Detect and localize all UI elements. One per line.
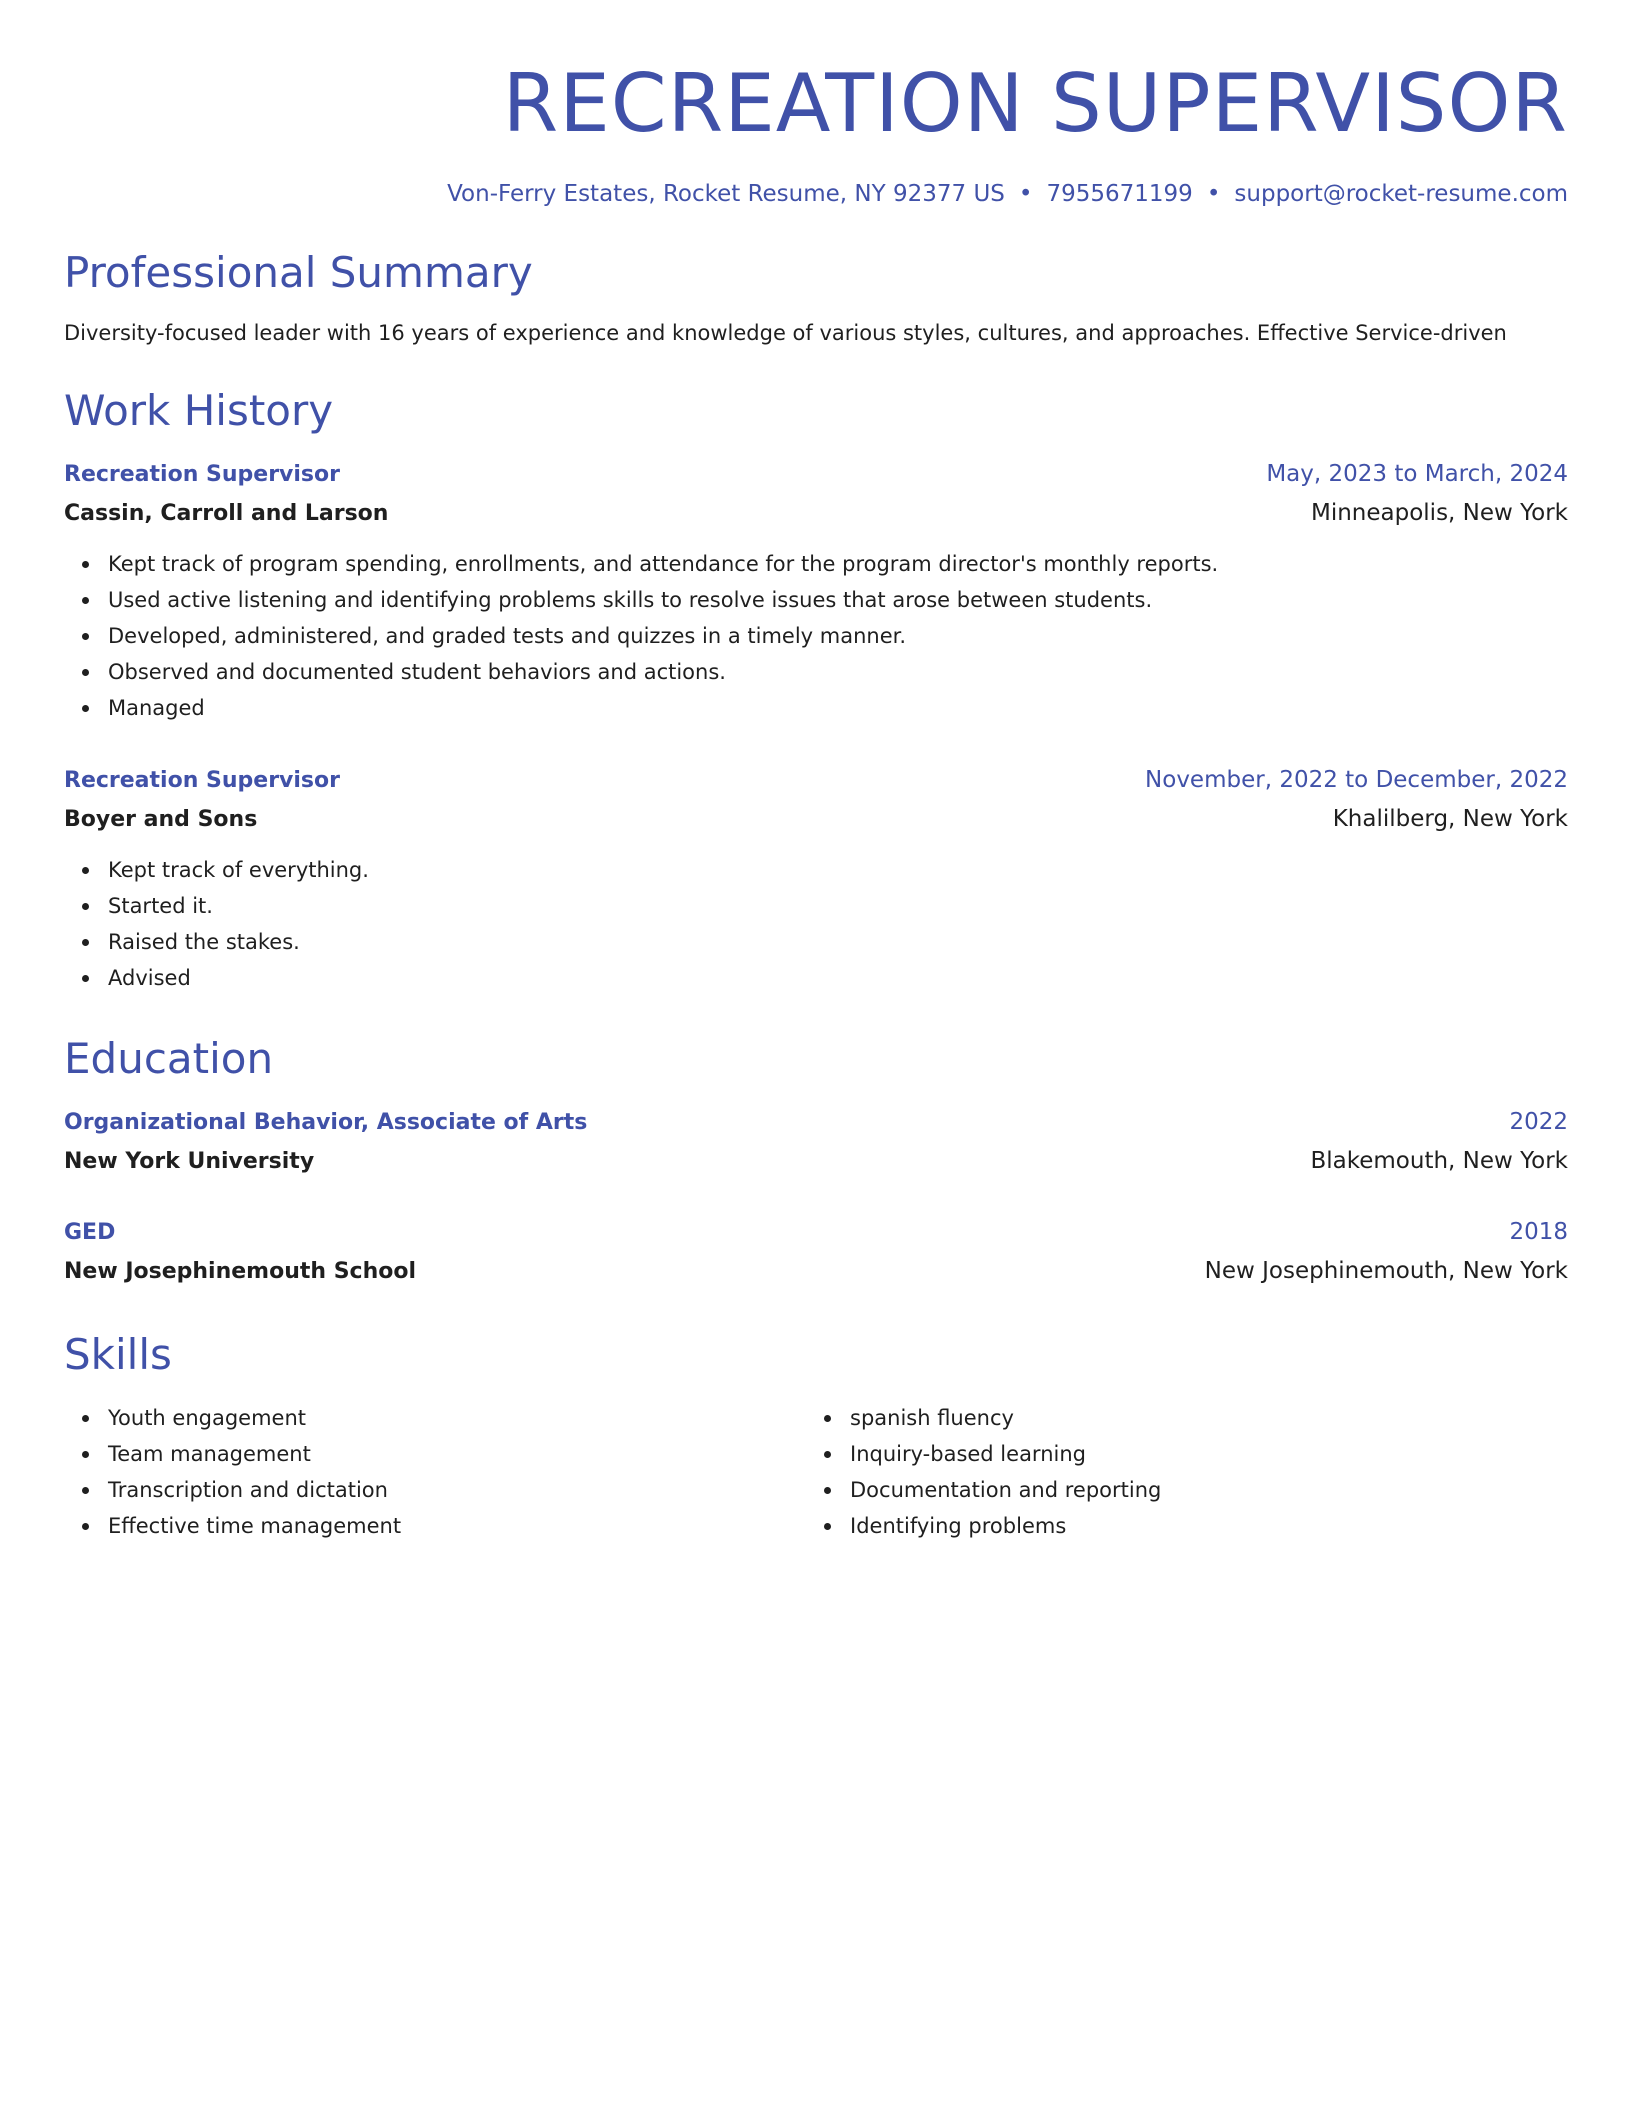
job-position: Recreation Supervisor [64,768,340,793]
list-item: Kept track of program spending, enrollments, and attendance for the program director's monthly reports. [108,546,1568,582]
job-location: Minneapolis, New York [1310,500,1568,526]
education-entry [64,1104,1568,1182]
education-heading: Education [64,1034,274,1083]
education-year: 2018 [1509,1219,1568,1245]
education-degree: GED [64,1220,116,1245]
list-item: Used active listening and identifying problems skills to resolve issues that arose between students. [108,582,1568,618]
job-bullet-list [64,852,1568,996]
contact-separator: • [1018,181,1033,207]
skill-item: Identifying problems [850,1508,1548,1544]
list-item: Developed, administered, and graded tests and quizzes in a timely manner. [108,618,1568,654]
summary-heading: Professional Summary [64,248,533,297]
contact-separator: • [1206,181,1221,207]
education-location: Blakemouth, New York [1310,1148,1568,1174]
skill-item: Youth engagement [108,1400,806,1436]
job-company: Boyer and Sons [64,807,258,832]
education-entry [64,1214,1568,1292]
contact-line [64,178,1568,210]
job-dates: May, 2023 to March, 2024 [1266,461,1568,487]
skill-item: Team management [108,1436,806,1472]
skill-item: Effective time management [108,1508,806,1544]
skill-item: spanish fluency [850,1400,1548,1436]
contact-email: support@rocket-resume.com [1234,181,1568,207]
list-item: Advised [108,960,1568,996]
skill-item: Inquiry-based learning [850,1436,1548,1472]
list-item: Managed [108,690,1568,726]
skills-list-right [806,1400,1548,1544]
resume-name: RECREATION SUPERVISOR [502,57,1568,150]
contact-phone: 7955671199 [1046,181,1193,207]
job-location: Khalilberg, New York [1332,806,1568,832]
education-school: New Josephinemouth School [64,1259,417,1284]
list-item: Raised the stakes. [108,924,1568,960]
job-position: Recreation Supervisor [64,462,340,487]
job-bullet-list [64,546,1568,726]
resume-page [64,0,1568,1544]
skills-columns [64,1400,1568,1544]
contact-address: Von-Ferry Estates, Rocket Resume, NY 92377 US [447,181,1005,207]
education-school: New York University [64,1149,315,1174]
skill-item: Transcription and dictation [108,1472,806,1508]
job-entry [64,762,1568,996]
job-company: Cassin, Carroll and Larson [64,501,389,526]
skill-item: Documentation and reporting [850,1472,1548,1508]
skills-heading: Skills [64,1330,172,1379]
job-dates: November, 2022 to December, 2022 [1145,767,1568,793]
education-year: 2022 [1509,1109,1568,1135]
list-item: Observed and documented student behaviors and actions. [108,654,1568,690]
skills-list-left [64,1400,806,1544]
work-history-heading: Work History [64,386,334,435]
education-location: New Josephinemouth, New York [1204,1258,1568,1284]
list-item: Kept track of everything. [108,852,1568,888]
education-degree: Organizational Behavior, Associate of Arts [64,1110,588,1135]
job-entry [64,456,1568,726]
list-item: Started it. [108,888,1568,924]
summary-text: Diversity-focused leader with 16 years of experience and knowledge of various styles, cultures, and approaches. Effective Service-driven [64,321,1507,345]
